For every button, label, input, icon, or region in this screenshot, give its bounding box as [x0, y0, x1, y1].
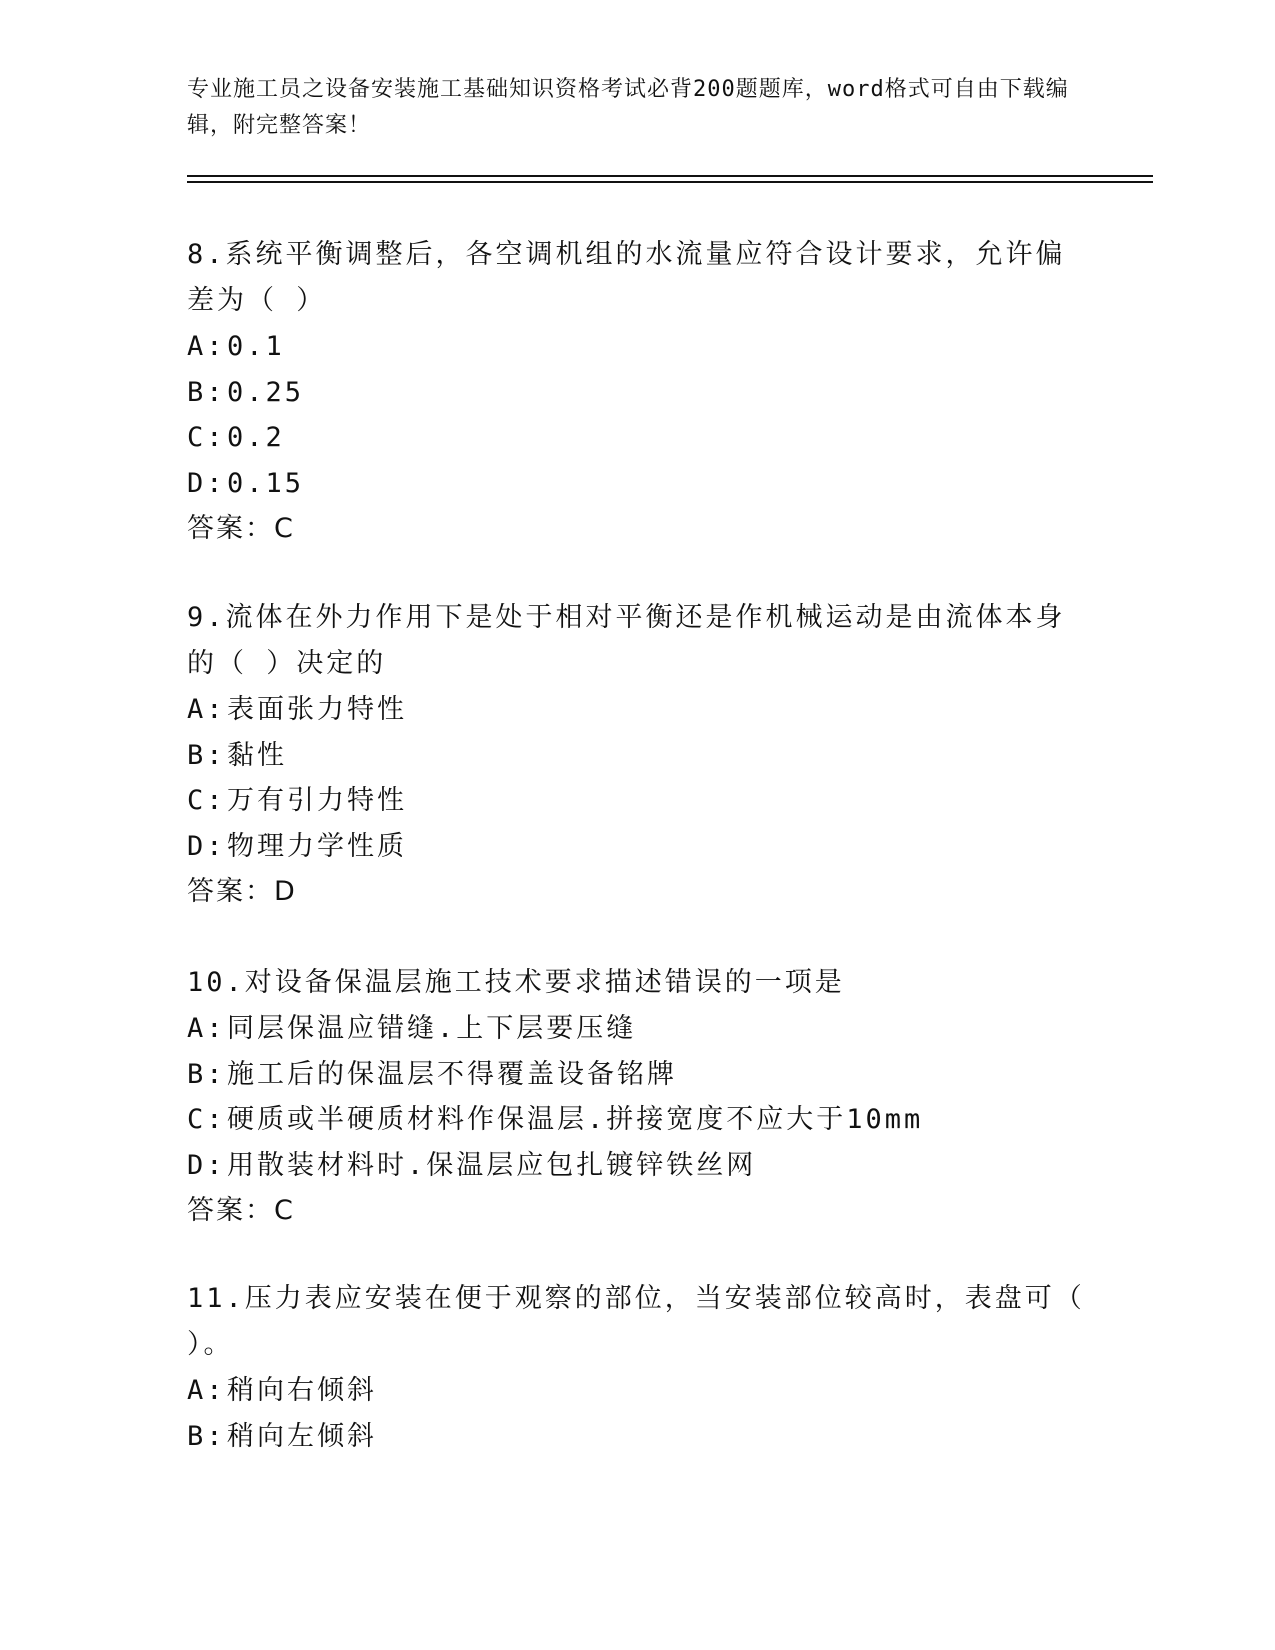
option-a — [187, 1006, 1087, 1052]
option-text: 施工后的保温层不得覆盖设备铭牌 — [227, 1058, 677, 1090]
option-letter: B: — [187, 376, 226, 408]
header-divider-bottom — [187, 181, 1153, 183]
question-text: 8.系统平衡调整后，各空调机组的水流量应符合设计要求，允许偏差为（ ） — [187, 239, 1066, 316]
question-text: 11.压力表应安装在便于观察的部位，当安装部位较高时，表盘可（ ）。 — [187, 1283, 1085, 1360]
option-a — [187, 1368, 1087, 1414]
option-letter: B: — [187, 1058, 226, 1090]
option-c — [187, 778, 1087, 824]
option-letter: B: — [187, 739, 226, 771]
question-8 — [187, 232, 1087, 552]
question-9 — [187, 595, 1087, 915]
option-letter: A: — [187, 331, 226, 362]
document-header: 专业施工员之设备安装施工基础知识资格考试必背200题题库，word格式可自由下载编辑，附完整答案！ — [187, 77, 1069, 138]
option-letter: C: — [187, 785, 226, 816]
option-text: 稍向左倾斜 — [227, 1420, 377, 1452]
option-text: 硬质或半硬质材料作保温层.拼接宽度不应大于10mm — [227, 1104, 924, 1135]
option-letter: D: — [187, 467, 226, 499]
option-text: 同层保温应错缝.上下层要压缝 — [227, 1013, 637, 1044]
option-text: 稍向右倾斜 — [227, 1375, 377, 1406]
answer-line: 答案：D — [187, 876, 297, 907]
option-letter: C: — [187, 422, 226, 453]
question-text: 10.对设备保温层施工技术要求描述错误的一项是 — [187, 967, 845, 998]
option-text: 表面张力特性 — [227, 694, 407, 725]
option-letter: A: — [187, 694, 226, 725]
option-b — [187, 1052, 1087, 1098]
question-11 — [187, 1276, 1087, 1459]
option-c — [187, 1097, 1087, 1143]
option-c — [187, 415, 1087, 461]
option-letter: B: — [187, 1420, 226, 1452]
option-text: 0.2 — [227, 422, 285, 453]
option-b — [187, 370, 1087, 416]
answer-line: 答案：C — [187, 1195, 295, 1226]
option-letter: D: — [187, 1149, 226, 1181]
question-10 — [187, 960, 1087, 1234]
question-text: 9.流体在外力作用下是处于相对平衡还是作机械运动是由流体本身的（ ）决定的 — [187, 602, 1066, 679]
option-a — [187, 324, 1087, 370]
option-d — [187, 461, 1087, 507]
answer-line: 答案：C — [187, 513, 295, 544]
option-letter: A: — [187, 1013, 226, 1044]
header-divider-top — [187, 175, 1153, 177]
option-text: 0.1 — [227, 331, 285, 362]
option-text: 0.25 — [227, 376, 305, 408]
option-letter: D: — [187, 830, 226, 862]
option-d — [187, 824, 1087, 870]
option-a — [187, 687, 1087, 733]
option-letter: A: — [187, 1375, 226, 1406]
option-letter: C: — [187, 1104, 226, 1135]
option-text: 黏性 — [227, 739, 287, 771]
option-text: 0.15 — [227, 467, 305, 499]
option-d — [187, 1143, 1087, 1189]
option-b — [187, 1414, 1087, 1460]
option-text: 物理力学性质 — [227, 830, 407, 862]
option-b — [187, 733, 1087, 779]
option-text: 万有引力特性 — [227, 785, 407, 816]
option-text: 用散装材料时.保温层应包扎镀锌铁丝网 — [227, 1149, 757, 1181]
